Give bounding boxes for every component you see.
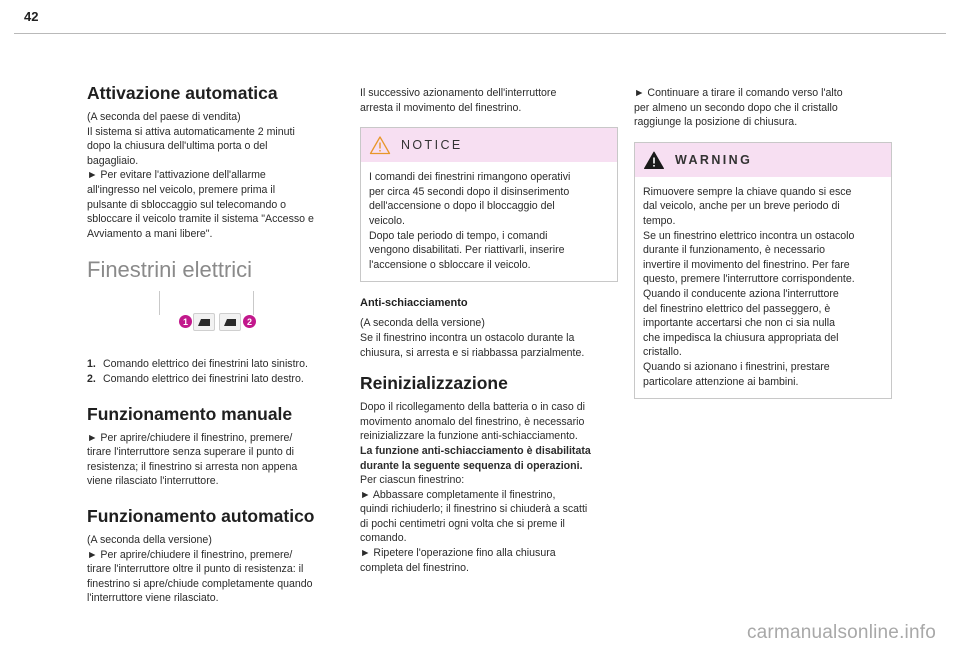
column-3 [634,86,892,413]
notice-title: NOTICE [401,138,463,153]
list-item: 1. Comando elettrico dei finestrini lato sinistro. [87,358,308,371]
heading-attivazione: Attivazione automatica [87,83,278,103]
window-switch-icon [219,313,241,331]
heading-manuale: Funzionamento manuale [87,403,293,424]
anti-text: (A seconda della versione) Se il finestrino incontra un ostacolo durante la chiusura, si arresta e si riabbassa parzialmente. [360,317,585,359]
reinit-text: Dopo il ricollegamento della batteria o in caso di movimento anomalo del finestrino, è necessario reinizializzare la funzione anti-schiacciamento. La funzione anti-schiacciamento è disabilitata durante la seguente sequenza di operazioni. Per ciascun finestrino: ► Abbassare completamente il finestrino, quindi richiuderlo; il finestrino si chiuderà a scatti di pochi centimetri ogni volta che si preme il comando. ► Ripetere l'operazione fino alla chiusura completa del finestrino. [360,401,591,574]
page-number: 42 [24,9,39,24]
heading-automatico: Funzionamento automatico [87,505,315,526]
manuale-text: ► Per aprire/chiudere il finestrino, premere/ tirare l'interruttore senza superare il punto di resistenza; il finestrino si arresta non appena viene rilasciato l'interruttore. [87,431,298,488]
column-2 [360,86,618,575]
badge-2: 2 [243,315,256,328]
top-rule [14,33,946,34]
warning-triangle-outline-icon [369,135,391,155]
heading-reinizializzazione: Reinizializzazione [360,373,508,394]
window-switch-figure [87,291,345,347]
warning-title: WARNING [675,152,753,167]
window-switch-icon [193,313,215,331]
heading-finestrini: Finestrini elettrici [87,257,253,283]
figure-line-right [253,291,254,315]
warning-header [635,143,891,177]
notice-body: I comandi dei finestrini rimangono operativi per circa 45 secondi dopo il disinserimento dell'accensione o dopo il bloccaggio del veicolo. Dopo tale periodo di tempo, i comandi vengono disabilitati. Per riattivarli, inserire l'accensione o sbloccare il veicolo. [369,171,571,271]
heading-anti-schiacciamento: Anti-schiacciamento [360,297,468,310]
warning-triangle-filled-icon [643,150,665,170]
col3-intro-text: ► Continuare a tirare il comando verso l'alto per almeno un secondo dopo che il cristallo raggiunge la posizione di chiusura. [634,87,843,129]
column-1 [87,82,345,606]
badge-1: 1 [179,315,192,328]
watermark: carmanualsonline.info [746,622,936,643]
figure-line-left [159,291,160,315]
notice-header [361,128,617,162]
list-item: 2. Comando elettrico dei finestrini lato destro. [87,372,304,385]
col2-intro-text: Il successivo azionamento dell'interruttore arresta il movimento del finestrino. [360,87,557,114]
warning-box [634,142,892,399]
warning-body: Rimuovere sempre la chiave quando si esce dal veicolo, anche per un breve periodo di tempo. Se un finestrino elettrico incontra un ostacolo durante il funzionamento, è necessario invertire il movimento del finestrino. Per fare questo, premere l'interruttore corrispondente. Quando il conducente aziona l'interruttore del finestrino elettrico del passeggero, è importante accertarsi che non ci sia nulla che impedisca la chiusura appropriata del cristallo. Quando si azionano i finestrini, prestare particolare attenzione ai bambini. [643,185,855,388]
automatico-text: (A seconda della versione) ► Per aprire/chiudere il finestrino, premere/ tirare l'interruttore oltre il punto di resistenza: il finestrino si apre/chiude completamente quando l'interruttore viene rilasciato. [87,533,313,605]
notice-box [360,127,618,282]
attivazione-text: (A seconda del paese di vendita) Il sistema si attiva automaticamente 2 minuti dopo la chiusura dell'ultima porta o del bagagliaio. ► Per evitare l'attivazione dell'allarme all'ingresso nel veicolo, premere prima il pulsante di sbloccaggio sul telecomando o sbloccare il veicolo tramite il sistema "Accesso e Avviamento a mani libere". [87,111,314,240]
